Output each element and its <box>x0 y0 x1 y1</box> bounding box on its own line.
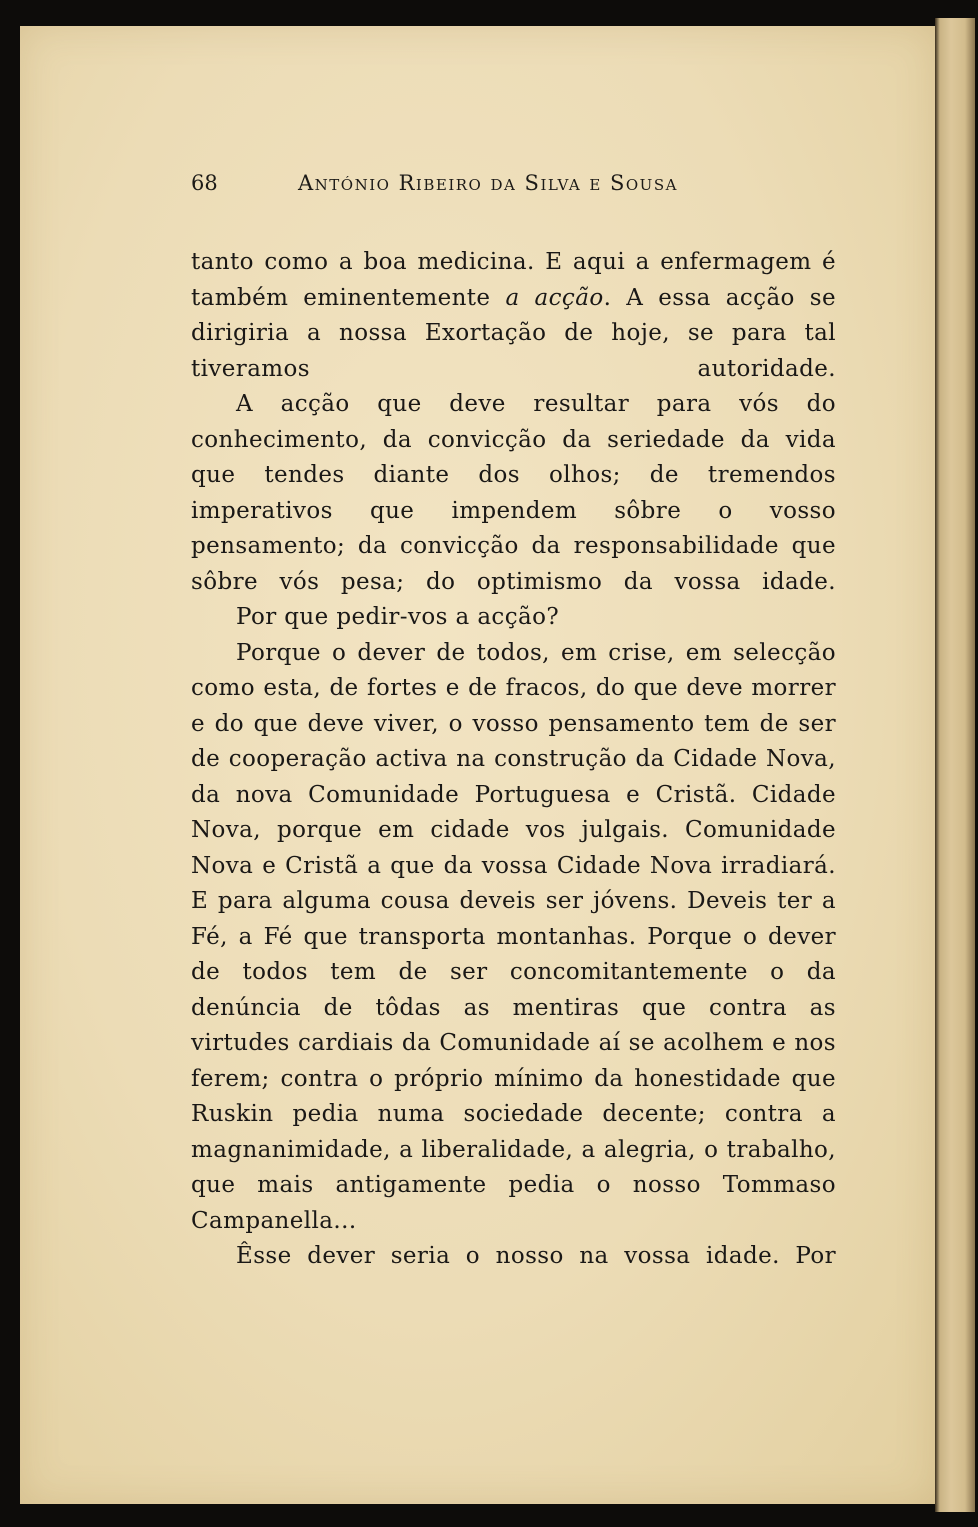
paragraph-1-emphasis: a acção <box>505 284 604 311</box>
paragraph-1 <box>191 245 836 387</box>
running-title: António Ribeiro da Silva e Sousa <box>298 171 678 195</box>
page-edge-shadow <box>935 18 975 1512</box>
paragraph-2: A acção que deve resultar para vós do conhecimento, da convicção da seriedade da vida que tendes diante dos olhos; de tremendos imperativos que impendem sôbre o vosso pensamento; da convicção da responsabilidade que sôbre vós pesa; do optimismo da vossa idade. <box>191 391 836 595</box>
paragraph-3: Por que pedir-vos a acção? <box>236 604 560 630</box>
paragraph-1-text-start: tanto como a boa medicina. E aqui a enfermagem é também eminentemente <box>191 249 836 311</box>
paragraph-4: Porque o dever de todos, em crise, em selecção como esta, de fortes e de fracos, do que deve morrer e do que deve viver, o vosso pensamento tem de ser de cooperação activa na construção da Cidade Nova, da nova Comunidade Portuguesa e Cristã. Cidade Nova, porque em cidade vos julgais. Comunidade Nova e Cristã a que da vossa Cidade Nova irradiará. E para alguma cousa deveis ser jóvens. Deveis ter a Fé, a Fé que transporta montanhas. Porque o dever de todos tem de ser concomitantemente o da denúncia de tôdas as mentiras que contra as virtudes cardiais da Comunidade aí se acolhem e nos ferem; contra o próprio mínimo da honestidade que Ruskin pedia numa sociedade decente; contra a magnanimidade, a liberalidade, a alegria, o trabalho, que mais antigamente pedia o nosso Tommaso Campanella... <box>191 639 836 1234</box>
running-header <box>191 167 836 199</box>
page-number: 68 <box>191 171 218 195</box>
paragraph-5: Êsse dever seria o nosso na vossa idade. Por <box>236 1243 836 1269</box>
body-text <box>191 245 836 1275</box>
paragraph-1-text-end: . A essa acção se dirigiria a nossa Exortação de hoje, se para tal tiveramos autoridade. <box>191 284 837 382</box>
